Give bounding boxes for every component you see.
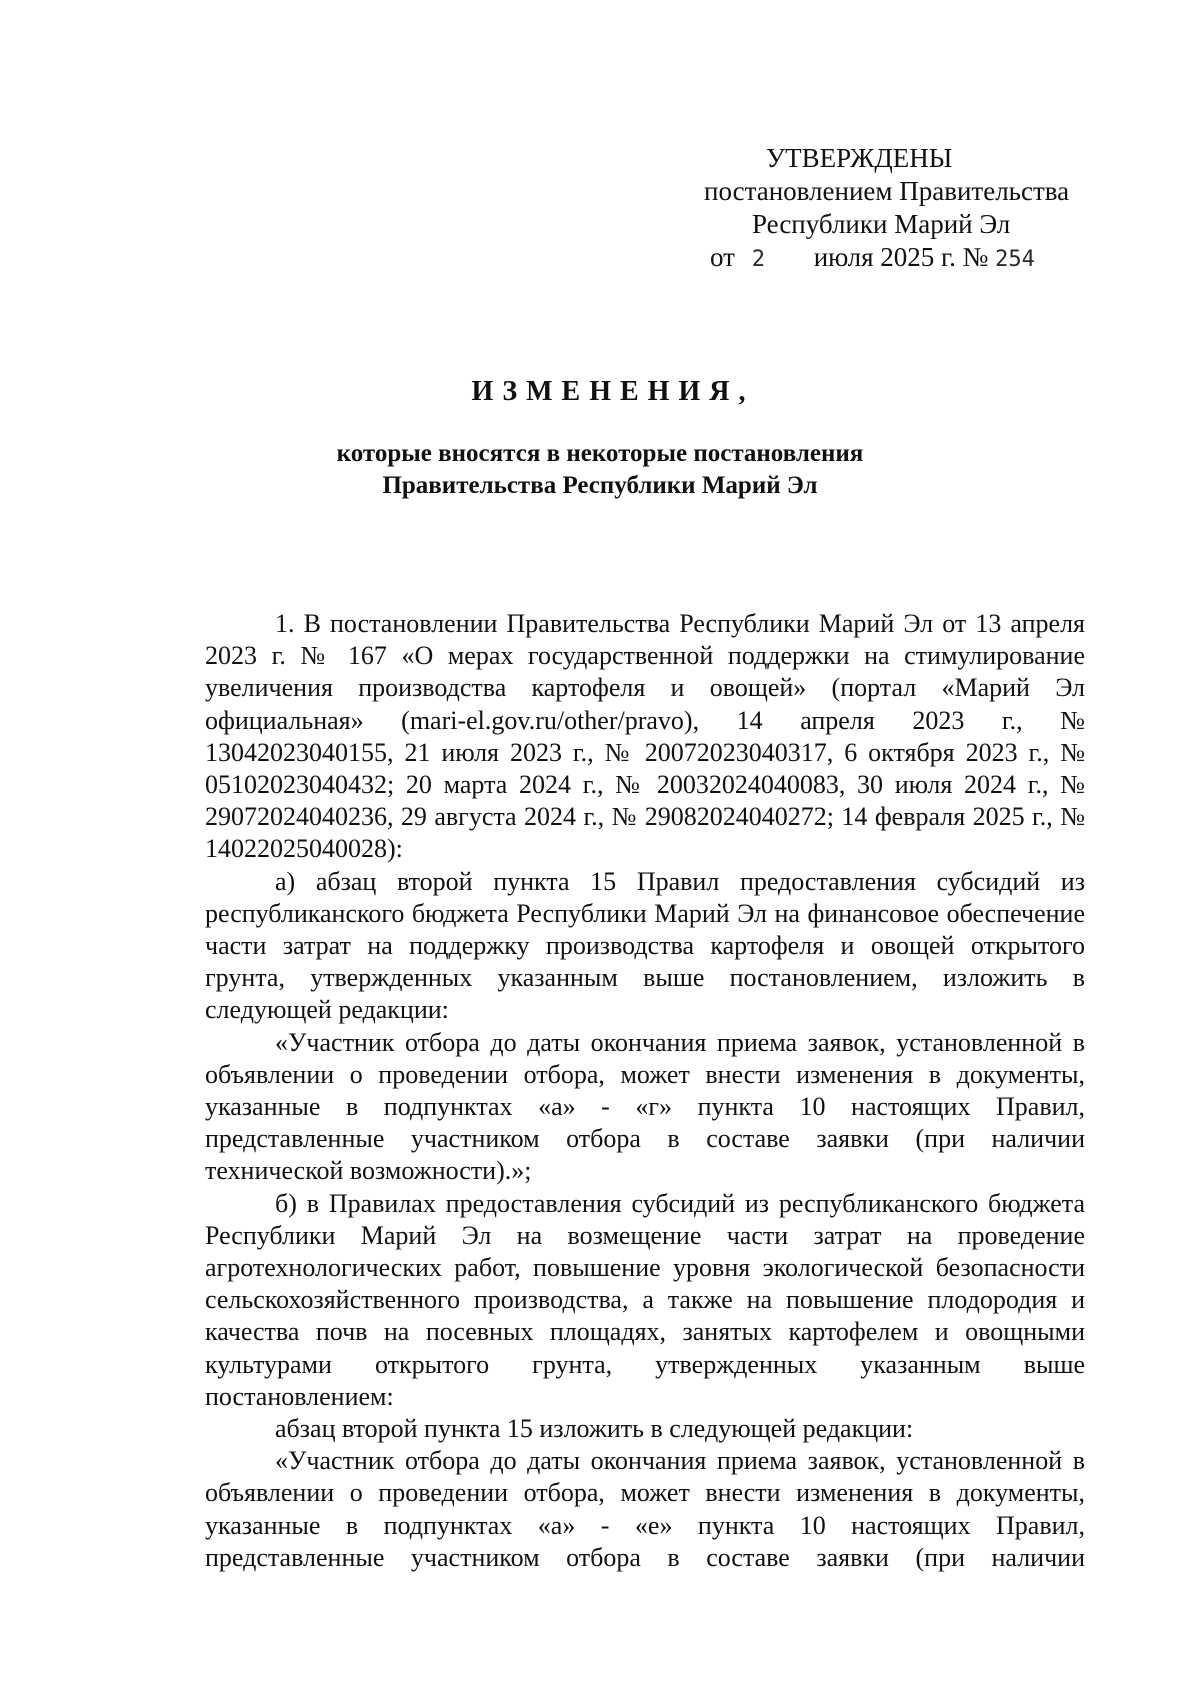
date-prefix: от bbox=[710, 242, 735, 272]
approval-stamp bbox=[640, 142, 1120, 276]
subtitle-line-2: Правительства Республики Марий Эл bbox=[382, 472, 818, 499]
date-rest: июля 2025 г. № bbox=[813, 242, 989, 272]
paragraph-3: «Участник отбора до даты окончания приема заявок, установленной в объявлении о проведении отбора, может внести изменения в документы, указанные в подпунктах «а» - «г» пункта 10 настоящих Правил, представленные участником отбора в составе заявки (при наличии технической возможности).»; bbox=[205, 1027, 1085, 1186]
paragraph-1: 1. В постановлении Правительства Республики Марий Эл от 13 апреля 2023 г. № 167 «О мерах государственной поддержки на стимулирование увеличения производства картофеля и овощей» (портал «Марий Эл официальная» (mari-el.gov.ru/other/pravo), 14 апреля 2023 г., № 13042023040155, 21 июля 2023 г., № 20072023040317, 6 октября 2023 г., № 05102023040432; 20 марта 2024 г., № 20032024040083, 30 июля 2024 г., № 29072024040236, 29 августа 2024 г., № 29082024040272; 14 февраля 2025 г., № 14022025040028): bbox=[205, 609, 1085, 864]
approval-date-line bbox=[640, 241, 1120, 276]
document-body bbox=[205, 608, 1085, 1574]
paragraph-5: абзац второй пункта 15 изложить в следующей редакции: bbox=[275, 1414, 914, 1444]
paragraph-2: а) абзац второй пункта 15 Правил предоставления субсидий из республиканского бюджета Республики Марий Эл на финансовое обеспечение части затрат на поддержку производства картофеля и овощей открытого грунта, утвержденных указанным выше постановлением, изложить в следующей редакции: bbox=[205, 866, 1085, 1025]
document-subtitle bbox=[0, 438, 1200, 502]
paragraph-6: «Участник отбора до даты окончания приема заявок, установленной в объявлении о проведении отбора, может внести изменения в документы, указанные в подпунктах «а» - «е» пункта 10 настоящих Правил, представленные участником отбора в составе заявки (при наличии bbox=[205, 1446, 1085, 1572]
document-heading bbox=[0, 376, 1200, 502]
approval-line-1: постановлением Правительства bbox=[704, 176, 1070, 206]
approval-title: УТВЕРЖДЕНЫ bbox=[766, 143, 953, 173]
paragraph-4: б) в Правилах предоставления субсидий из республиканского бюджета Республики Марий Эл на возмещение части затрат на проведение агротехнологических работ, повышение уровня экологической безопасности сельскохозяйственного производства, а также на повышение плодородия и качества почв на посевных площадях, занятых картофелем и овощными культурами открытого грунта, утвержденных указанным выше постановлением: bbox=[205, 1188, 1085, 1411]
document-number: 254 bbox=[995, 247, 1035, 272]
subtitle-line-1: которые вносятся в некоторые постановления bbox=[336, 440, 864, 467]
document-title: ИЗМЕНЕНИЯ, bbox=[471, 376, 755, 407]
approval-line-2: Республики Марий Эл bbox=[752, 209, 1011, 239]
date-day: 2 bbox=[751, 247, 765, 272]
